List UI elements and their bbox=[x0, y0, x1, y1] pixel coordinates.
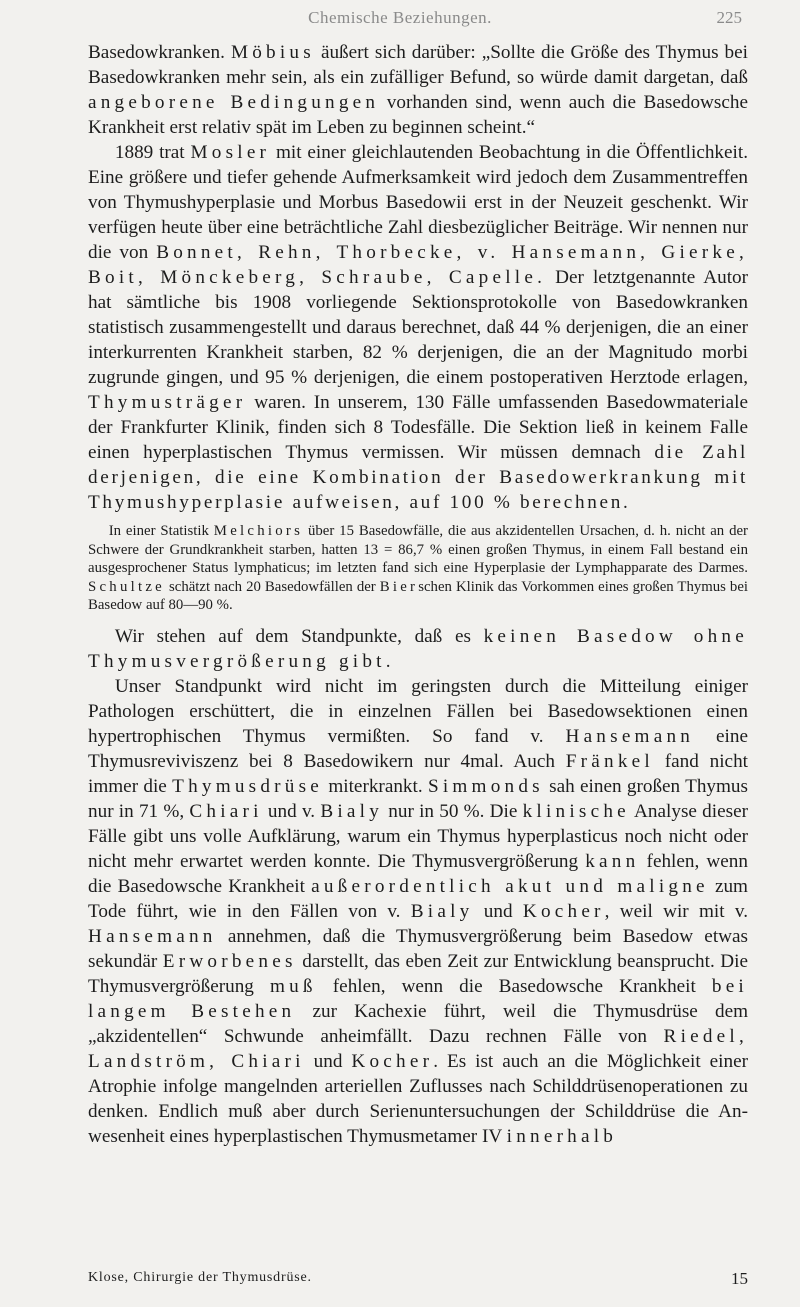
text-run: . Es ist auch an die Möglichkeit einer Atrophie infolge mangelnden arteriellen Zuflusses nach Schilddrüsenoperationen zu denken. Endlich muß aber durch Serienuntersuchungen der Schilddrüse die Anwesenheit eines hyperplastischen Thymusmetamer IV bbox=[88, 1050, 748, 1147]
text-run: äußert sich darüber: „Sollte die Größe des Thymus bei Basedowkranken mehr sein, als ein zufälliger Befund, so würde damit dargetan, daß bbox=[88, 42, 748, 88]
author-name: Simmonds bbox=[427, 775, 544, 797]
text-run: über 15 Basedowfälle, die aus akzidentellen Ursachen, d. h. nicht an der Schwere der Grundkrankheit starben, hatten 13 = 86,7 % einen großen Thymus, in einem Fall bestand ein ausgesprochener Status lymphaticus; im letzten fand sich eine Hyperplasie der Lymphapparate des Darmes. bbox=[88, 523, 748, 576]
text-run: darstellt, das eben Zeit zur Entwicklung beansprucht. Die Thymusvergrößerung bbox=[88, 950, 748, 997]
text-run: nur in 50 %. Die bbox=[383, 800, 523, 822]
paragraph-5 bbox=[88, 674, 748, 1149]
page-footer bbox=[88, 1270, 748, 1294]
text-run: schätzt nach 20 Basedowfällen der bbox=[165, 578, 380, 595]
emphasis-text: bei langem Bestehen bbox=[88, 975, 748, 1022]
signature-number: 15 bbox=[731, 1269, 748, 1288]
text-run: waren. In unserem, 130 Fälle umfassenden Basedowmateriale der Frankfurter Klinik, finden sich 8 Todesfälle. Die Sektion ließ in keinem Falle einen hyperplastischen Thymus vermissen. Wir müssen demnach bbox=[88, 392, 748, 463]
emphasis-text: außerordentlich akut und maligne bbox=[311, 875, 709, 897]
text-run: annehmen, daß die Thymusvergrößerung beim Basedow etwas sekundär bbox=[88, 925, 748, 972]
page-header bbox=[0, 8, 800, 32]
text-run: vorhanden sind, wenn auch die Basedowsche Krankheit erst relativ spät im Leben zu beginnen scheint.“ bbox=[88, 92, 748, 138]
emphasis-text: Thymusdrüse bbox=[172, 775, 324, 797]
author-name: Bier bbox=[379, 578, 419, 595]
emphasis-text: Erworbenes bbox=[162, 950, 297, 972]
body-text bbox=[88, 40, 748, 1149]
emphasis-text: innerhalb bbox=[506, 1125, 618, 1147]
text-run: Der letztgenannte Autor hat sämtliche bis 1908 vorliegende Sektionsprotokolle von Basedowkranken statistisch zusammengestellt und daraus berechnet, daß 44 % derjenigen, die an einer interkurrenten Krankheit starben, 82 % derjenigen, die an der Magnitudo morbi zugrunde gingen, und 95 % derjenigen, die einem postoperativen Herztode erlagen, bbox=[88, 267, 749, 388]
emphasis-text: muß bbox=[269, 975, 317, 997]
emphasis-text: die Zahl derjenigen, die eine Kombination der Basedowerkrankung mit Thymushyperplasie aufweisen, auf 100 % berechnen. bbox=[88, 442, 749, 513]
author-name: Fränkel bbox=[565, 750, 654, 772]
text-run: zur Kachexie führt, weil die Thymusdrüse dem „akzidentellen“ Schwunde anheimfällt. Dazu rechnen Fälle von bbox=[88, 1000, 749, 1047]
text-run: und bbox=[304, 1050, 352, 1072]
text-run: fehlen, wenn die Basedowsche Krankheit bbox=[88, 850, 748, 897]
text-run: schen Klinik das Vorkommen eines großen Thymus bei Basedow auf 80—90 %. bbox=[88, 578, 749, 613]
author-name: Kocher bbox=[522, 900, 605, 922]
paragraph-4 bbox=[88, 624, 748, 674]
text-run: und v. bbox=[262, 800, 321, 822]
paragraph-2 bbox=[88, 140, 748, 515]
text-run: , weil wir mit v. bbox=[604, 900, 748, 922]
text-run: Wir stehen auf dem Standpunkte, daß es bbox=[114, 625, 484, 647]
text-run: mit einer gleichlautenden Beobachtung in die Öffentlichkeit. Eine größere und tiefer gehende Aufmerksamkeit wird jedoch dem Zusammentreffen von Thymushyperplasie und Morbus Basedowii erst in der Neuzeit geschenkt. Wir verfügen heute über eine beträchtliche Zahl diesbezüglicher Beiträge. Wir nennen nur die von bbox=[88, 142, 748, 263]
text-run: Basedowkranken. bbox=[88, 42, 231, 63]
page-number: 225 bbox=[716, 8, 742, 27]
text-run: zum Tode führt, wie in den Fällen von v. bbox=[88, 875, 748, 922]
author-name: Bialy bbox=[410, 900, 474, 922]
author-name: Schultze bbox=[88, 578, 165, 595]
paragraph-3-small-print bbox=[88, 522, 748, 615]
text-run: In einer Statistik bbox=[108, 523, 214, 539]
author-name: Hansemann bbox=[565, 725, 695, 747]
text-run: 1889 trat bbox=[114, 142, 191, 163]
emphasis-text: keinen Basedow ohne Thymusvergrößerung gibt. bbox=[88, 625, 748, 672]
text-run: fehlen, wenn die Basedowsche Krankheit bbox=[316, 975, 712, 997]
emphasis-text: Thymusträger bbox=[88, 392, 247, 413]
author-name: Hansemann bbox=[88, 925, 217, 947]
author-name: Melchiors bbox=[213, 523, 304, 539]
text-run: sah einen großen Thymus nur in 71 %, bbox=[88, 775, 748, 822]
emphasis-text: klinische bbox=[522, 800, 630, 822]
text-run: Unser Standpunkt wird nicht im geringsten durch die Mitteilung einiger Pathologen erschüttert, die in einzelnen Fällen bei Basedowsektionen einen hypertrophischen Thymus vermißten. So fand v. bbox=[88, 675, 748, 747]
author-name: Chiari bbox=[189, 800, 263, 822]
text-run: eine Thymusreviviszenz bei 8 Basedowikern nur 4mal. Auch bbox=[88, 725, 748, 772]
text-run: Analyse dieser Fälle gibt uns volle Aufklärung, warum ein Thymus hyperplasticus noch nicht oder nicht mehr erwartet werden konnte. Die Thymusvergrößerung bbox=[88, 800, 748, 872]
emphasis-text: kann bbox=[585, 850, 640, 872]
text-run: und bbox=[473, 900, 523, 922]
author-list: Bonnet, Rehn, Thorbecke, v. Hansemann, Gierke, Boit, Mönckeberg, Schraube, Capelle. bbox=[88, 242, 748, 288]
running-title: Chemische Beziehungen. bbox=[308, 8, 492, 27]
author-name: Kocher bbox=[351, 1050, 434, 1072]
footer-source-line: Klose, Chirurgie der Thymusdrüse. bbox=[88, 1270, 312, 1285]
author-name: Bialy bbox=[320, 800, 384, 822]
author-name: Mosler bbox=[190, 142, 271, 163]
author-list: Riedel, Landström, Chiari bbox=[88, 1025, 748, 1072]
emphasis-text: angeborene Bedingungen bbox=[88, 92, 380, 113]
paragraph-1 bbox=[88, 40, 748, 140]
text-run: miterkrankt. bbox=[323, 775, 428, 797]
text-run: fand nicht immer die bbox=[88, 750, 748, 797]
author-name: Möbius bbox=[230, 42, 315, 63]
